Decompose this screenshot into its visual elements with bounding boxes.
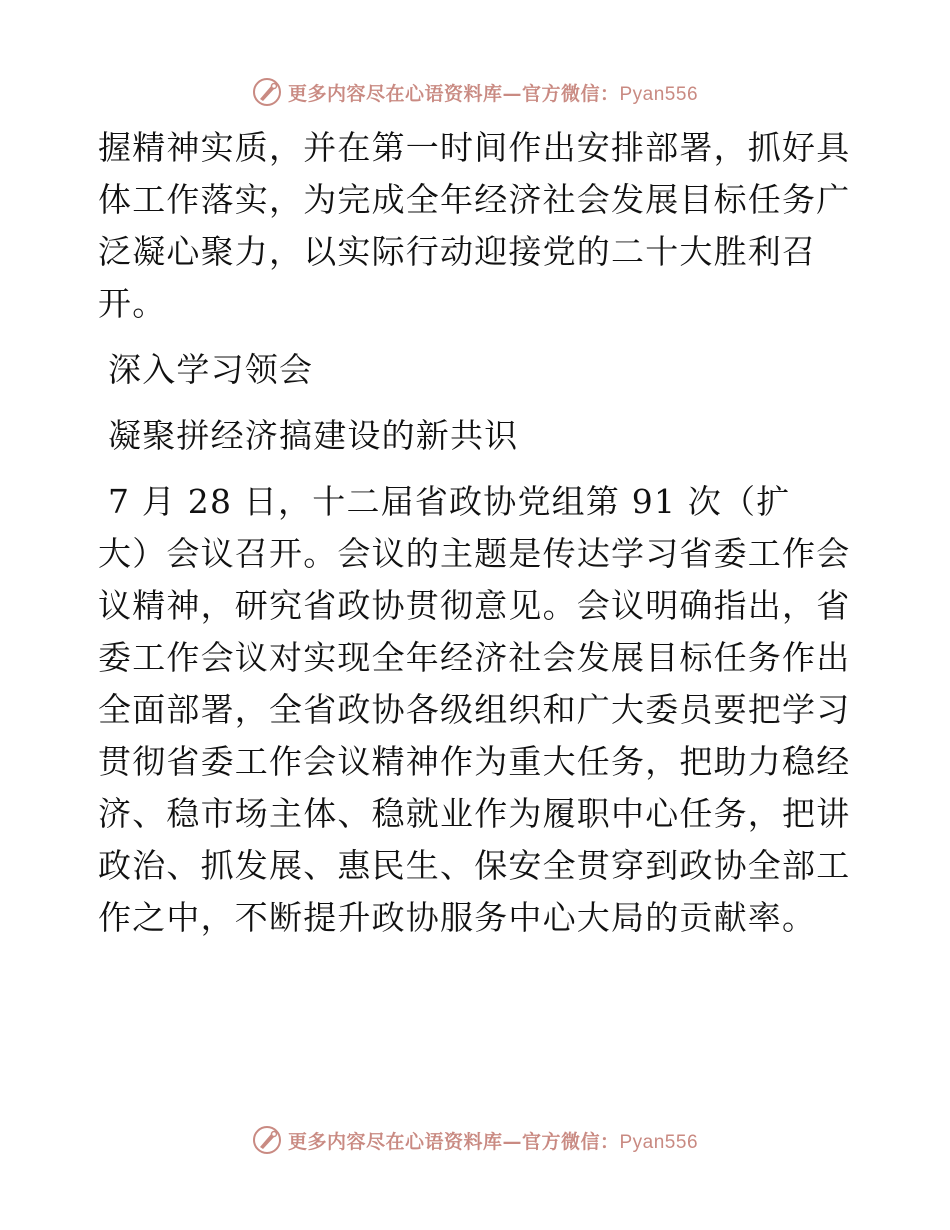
text-line: 大）会议召开。会议的主题是传达学习省委工作会 [98, 534, 851, 573]
section-heading-2: 凝聚拼经济搞建设的新共识 [108, 416, 519, 455]
document-body [98, 122, 858, 958]
pen-logo-icon [252, 77, 282, 107]
text-line: 议精神，研究省政协贯彻意见。会议明确指出，省 [98, 586, 851, 625]
footer-watermark [0, 1120, 950, 1160]
text-line: 泛凝心聚力，以实际行动迎接党的二十大胜利召 [98, 232, 817, 271]
text-line: 开。 [98, 284, 167, 323]
text-line: 作之中，不断提升政协服务中心大局的贡献率。 [98, 898, 817, 937]
text-line: 全面部署，全省政协各级组织和广大委员要把学习 [98, 690, 851, 729]
header-watermark [0, 72, 950, 112]
text-line: 体工作落实，为完成全年经济社会发展目标任务广 [98, 180, 851, 219]
section-heading-1: 深入学习领会 [108, 350, 314, 389]
text-line: 政治、抓发展、惠民生、保安全贯穿到政协全部工 [98, 846, 851, 885]
paragraph-2 [98, 476, 858, 528]
text-line: 济、稳市场主体、稳就业作为履职中心任务，把讲 [98, 794, 851, 833]
paragraph-1 [98, 122, 858, 330]
watermark-text: 更多内容尽在心语资料库—官方微信：Pyan556 [287, 1130, 699, 1153]
text-line: 委工作会议对实现全年经济社会发展目标任务作出 [98, 638, 851, 677]
watermark-text: 更多内容尽在心语资料库—官方微信：Pyan556 [287, 82, 699, 105]
text-line: 贯彻省委工作会议精神作为重大任务，把助力稳经 [98, 742, 851, 781]
text-line: 7 月 28 日，十二届省政协党组第 91 次（扩 [108, 482, 791, 521]
text-line: 握精神实质，并在第一时间作出安排部署，抓好具 [98, 128, 851, 167]
paragraph-2-continued [98, 528, 858, 944]
pen-logo-icon [252, 1125, 282, 1155]
